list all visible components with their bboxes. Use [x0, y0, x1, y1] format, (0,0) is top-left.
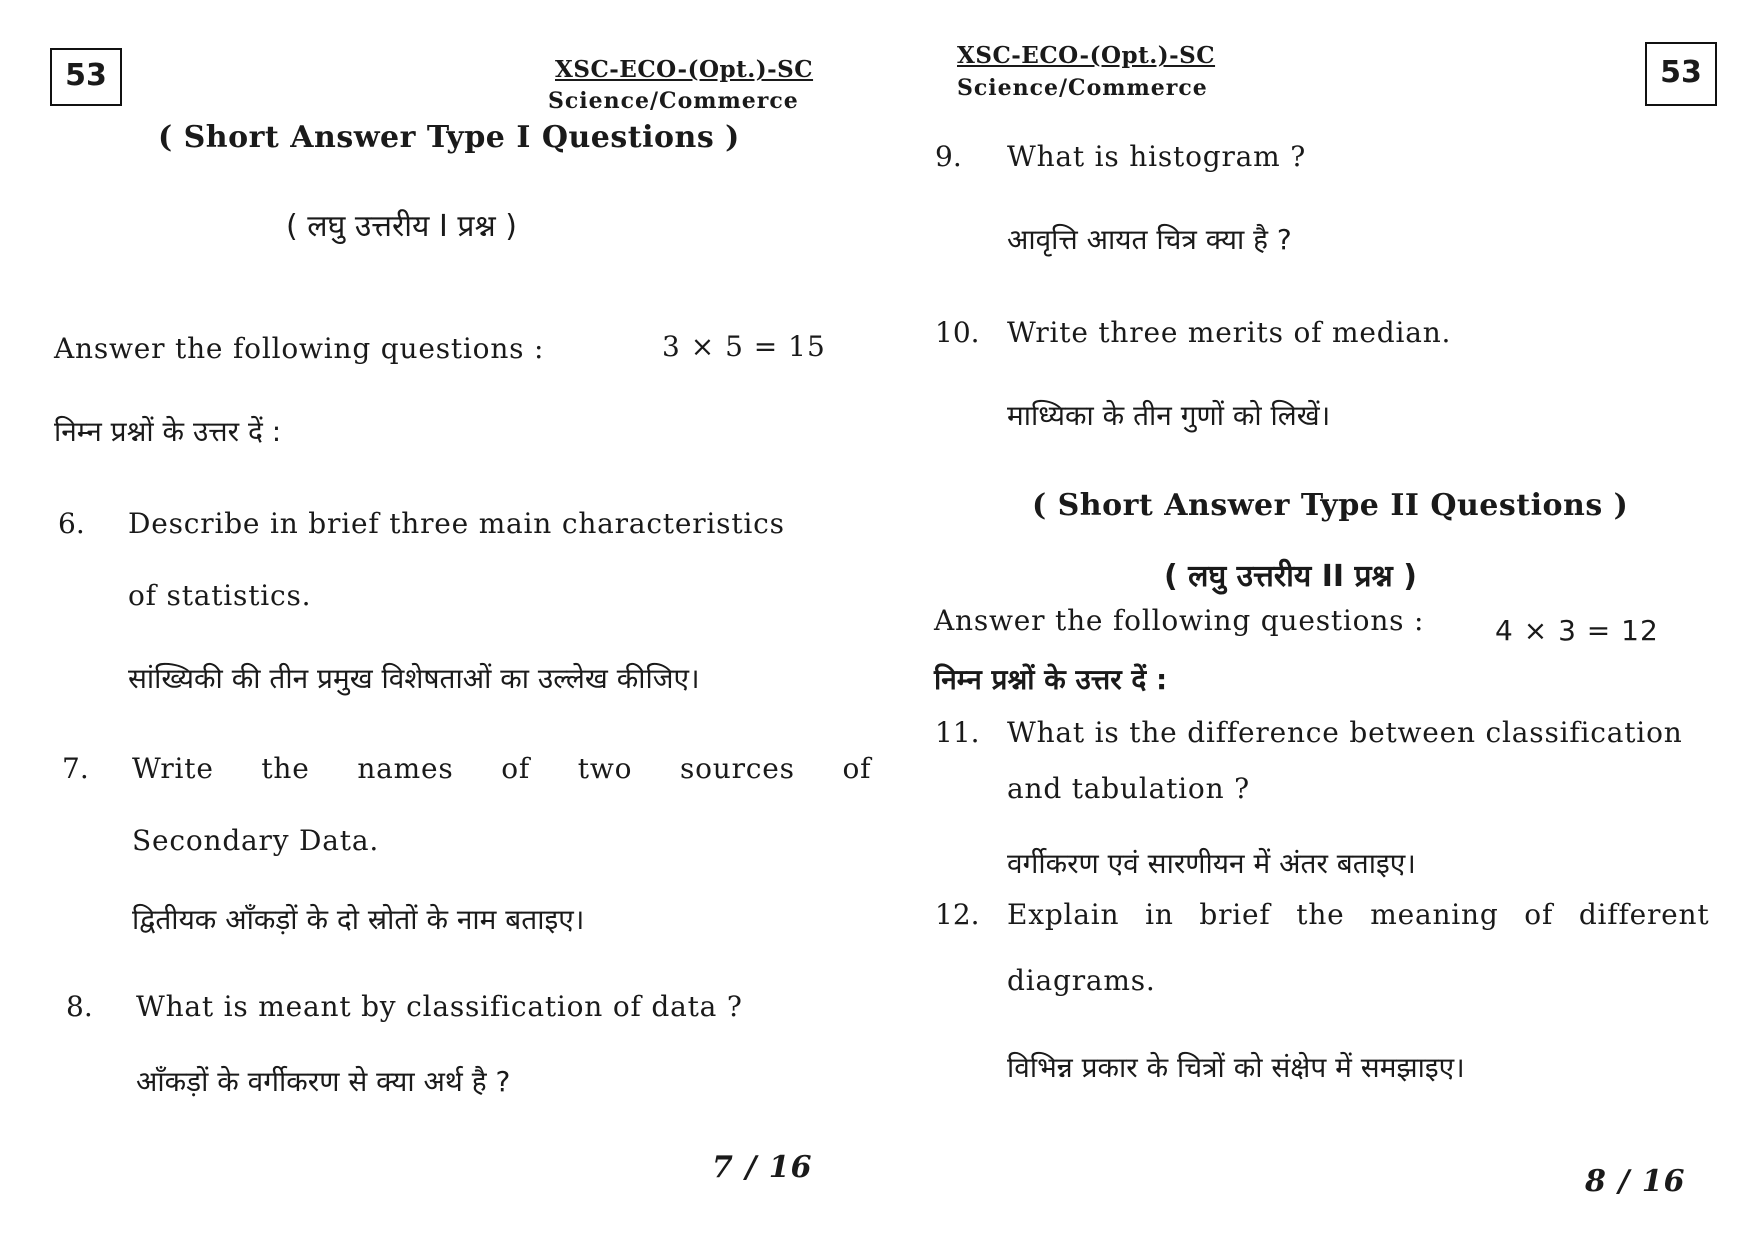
- right-page: [877, 0, 1754, 1241]
- question-text-en: Write the names of two sources of: [132, 752, 872, 785]
- serial-number-box: 53: [50, 48, 122, 106]
- question-text-en: What is histogram ?: [1007, 140, 1307, 173]
- stream-label: Science/Commerce: [548, 88, 799, 114]
- marks-scheme: 3 × 5 = 15: [662, 330, 826, 363]
- page-number: 7 / 16: [712, 1150, 813, 1185]
- stream-label: Science/Commerce: [957, 75, 1208, 101]
- question-text-en-cont: and tabulation ?: [1007, 772, 1250, 805]
- question-number: 11.: [935, 716, 980, 749]
- question-number: 6.: [58, 507, 85, 540]
- section-title-en: ( Short Answer Type I Questions ): [158, 120, 740, 155]
- question-text-hi: वर्गीकरण एवं सारणीयन में अंतर बताइए।: [1007, 847, 1416, 880]
- question-text-en: Explain in brief the meaning of different: [1007, 898, 1710, 931]
- paper-code: XSC-ECO-(Opt.)-SC: [555, 56, 814, 83]
- question-text-hi: सांख्यिकी की तीन प्रमुख विशेषताओं का उल्लेख कीजिए।: [128, 662, 700, 695]
- question-text-hi: विभिन्न प्रकार के चित्रों को संक्षेप में समझाइए।: [1007, 1051, 1465, 1084]
- marks-scheme: 4 × 3 = 12: [1495, 614, 1659, 647]
- paper-code: XSC-ECO-(Opt.)-SC: [957, 42, 1216, 69]
- question-text-hi: आँकड़ों के वर्गीकरण से क्या अर्थ है ?: [136, 1065, 511, 1098]
- section-title-hi: ( लघु उत्तरीय II प्रश्न ): [1164, 559, 1417, 594]
- question-text-en: Write three merits of median.: [1007, 316, 1452, 349]
- section-title-en: ( Short Answer Type II Questions ): [1032, 488, 1629, 523]
- instruction-hi: निम्न प्रश्नों के उत्तर दें :: [54, 415, 282, 448]
- question-text-hi: द्वितीयक आँकड़ों के दो स्रोतों के नाम बताइए।: [132, 903, 585, 936]
- question-text-en-cont: diagrams.: [1007, 964, 1156, 997]
- question-number: 8.: [66, 990, 93, 1023]
- question-number: 9.: [935, 140, 962, 173]
- question-text-en-cont: Secondary Data.: [132, 824, 380, 857]
- instruction-hi: निम्न प्रश्नों के उत्तर दें :: [934, 663, 1168, 696]
- question-text-en: What is the difference between classification: [1007, 716, 1683, 749]
- section-title-hi: ( लघु उत्तरीय I प्रश्न ): [286, 209, 517, 244]
- question-number: 10.: [935, 316, 980, 349]
- question-text-en: Describe in brief three main characteristics: [128, 507, 785, 540]
- question-text-en: What is meant by classification of data ?: [136, 990, 743, 1023]
- question-number: 7.: [62, 752, 89, 785]
- question-text-en-cont: of statistics.: [128, 579, 312, 612]
- serial-number-box: 53: [1645, 42, 1717, 106]
- page-number: 8 / 16: [1585, 1164, 1686, 1199]
- question-number: 12.: [935, 898, 980, 931]
- instruction-en: Answer the following questions :: [934, 604, 1425, 637]
- question-text-hi: आवृत्ति आयत चित्र क्या है ?: [1007, 223, 1292, 256]
- question-text-hi: माध्यिका के तीन गुणों को लिखें।: [1007, 399, 1331, 432]
- instruction-en: Answer the following questions :: [54, 332, 545, 365]
